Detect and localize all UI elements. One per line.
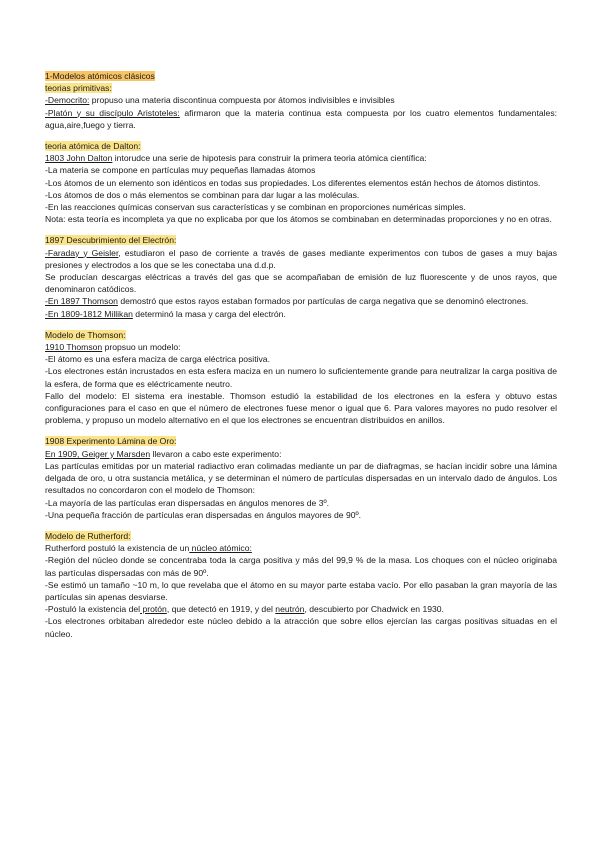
section-title: 1-Modelos atómicos clásicos [45, 71, 155, 81]
paragraph [45, 107, 557, 131]
section-dalton [45, 140, 557, 225]
section-title: Modelo de Rutherford: [45, 530, 131, 541]
paragraph-text: , que detectó en 1919, y del [166, 604, 276, 615]
paragraph [45, 341, 557, 353]
paragraph-text: intorudce una serie de hipotesis para construir la primera teoria atómica científica: [112, 153, 427, 164]
section-thomson [45, 329, 557, 427]
paragraph-text: -Postuló la existencia del [45, 604, 141, 615]
document-page [45, 70, 557, 649]
paragraph-text: propuso una materia discontinua compuesta por átomos indivisibles e invisibles [89, 95, 395, 106]
paragraph: -Los átomos de un elemento son idénticos en todas sus propiedades. Los diferentes elementos están hechos de átomos distintos. [45, 177, 541, 188]
section-subtitle: teorias primitivas: [45, 83, 112, 94]
paragraph [45, 542, 557, 554]
paragraph [45, 295, 557, 307]
section-title: teoria atómica de Dalton: [45, 141, 141, 152]
paragraph-text: afirmaron que la materia continua esta compuesta por los cuatro elementos fundamentales: agua,aire,fuego y tierra. [45, 107, 558, 130]
paragraph: -Los electrones están incrustados en esta esfera maciza en un numero lo suficientemente grande para neutralizar la carga positiva de la esfera, de forma que es eléctricamente neutro. [45, 366, 557, 389]
paragraph: -Se estimó un tamaño ~10 m, lo que revelaba que el átomo en su mayor parte estaba vacío. Por ello pasaban la gran mayoría de las partículas sin apenas desviarse. [45, 579, 557, 602]
paragraph [45, 448, 557, 460]
paragraph-text: , descubierto por Chadwick en 1930. [304, 604, 444, 615]
paragraph: -Región del núcleo donde se concentraba toda la carga positiva y más del 99,9 % de la masa. Los choques con el núcleo originaba las partículas dispersadas con más de 90º. [45, 555, 557, 578]
paragraph [45, 308, 557, 320]
section-rutherford [45, 530, 557, 640]
paragraph [45, 152, 557, 164]
underlined-term: En 1909, Geiger y Marsden [45, 448, 151, 459]
paragraph: Fallo del modelo: El sistema era inestable. Thomson estudió la estabilidad de los electrones en la esfera y obtuvo estas configuraciones para el caso en que el número de electrones fuese menor o igual que 6. Para valores mayores no pudo resolver el problema, y propuso un modelo alternativo en el que los electrones se encuentran distribuidos en anillos. [45, 390, 557, 426]
underlined-term: núcleo atómico: [189, 543, 252, 554]
underlined-term: 1803 John Dalton [45, 153, 113, 164]
section-title: 1897 Descubrimiento del Electrón: [45, 235, 177, 246]
section-title: 1908 Experimento Lámina de Oro: [45, 436, 177, 447]
paragraph: -Los electrones orbitaban alrededor este núcleo debido a la atracción que sobre ellos ejercían las cargas positivas situadas en el núcleo. [45, 616, 557, 639]
paragraph: -Una pequeña fracción de partículas eran dispersadas en ángulos mayores de 90º. [45, 509, 362, 520]
underlined-term: neutrón [275, 604, 305, 615]
underlined-term: -Faraday y Geisler [45, 247, 119, 258]
section-modelos-clasicos [45, 70, 557, 131]
section-lamina-oro [45, 435, 557, 520]
paragraph [45, 603, 557, 615]
paragraph: -La mayoría de las partículas eran dispersadas en ángulos menores de 3º. [45, 497, 330, 508]
paragraph-text: propsuo un modelo: [102, 342, 181, 353]
underlined-term: -En 1809-1812 Millikan [45, 308, 133, 319]
paragraph: -El átomo es una esfera maciza de carga eléctrica positiva. [45, 354, 270, 365]
underlined-term: 1910 Thomson [45, 342, 103, 353]
paragraph-text: demostró que estos rayos estaban formados por partículas de carga negativa que se denominó electrones. [117, 296, 529, 307]
section-title: Modelo de Thomson: [45, 329, 126, 340]
section-electron [45, 234, 557, 319]
underlined-term: -Platón y su discípulo Aristoteles: [45, 107, 180, 118]
paragraph [45, 247, 557, 271]
underlined-term: protón [140, 604, 167, 615]
paragraph [45, 94, 557, 106]
underlined-term: -Democrito: [45, 95, 90, 106]
paragraph: -La materia se compone en partículas muy pequeñas llamadas átomos [45, 165, 316, 176]
paragraph-text: , estudiaron el paso de corriente a través de gases mediante experimentos con tubos de gases a muy bajas presiones y electrodos a los que se les conectaba una d.d.p. [45, 247, 557, 270]
paragraph: Las partículas emitidas por un material radiactivo eran colimadas mediante un par de diafragmas, se hacían incidir sobre una lámina delgada de oro, u otra sustancia metálica, y se determinan el número de partículas dispersadas en un intervalo dado de ángulos. Los resultados no concordaron con el modelo de Thomson: [45, 460, 557, 496]
paragraph-text: Rutherford postuló la existencia de un [45, 543, 190, 554]
paragraph-text: determinó la masa y carga del electrón. [132, 308, 286, 319]
paragraph: -En las reacciones químicas conservan sus características y se combinan en proporciones numéricas simples. [45, 202, 466, 213]
underlined-term: -En 1897 Thomson [45, 296, 118, 307]
paragraph: Se producían descargas eléctricas a través del gas que se acompañaban de emisión de luz fluorescente y de unos rayos, que denominaron catódicos. [45, 272, 557, 295]
paragraph-text: llevaron a cabo este experimento: [150, 448, 282, 459]
paragraph: Nota: esta teoría es incompleta ya que no explicaba por que los átomos se combinaban en determinadas proporciones y no en otras. [45, 214, 552, 225]
paragraph: -Los átomos de dos o más elementos se combinan para dar lugar a las moléculas. [45, 189, 360, 200]
